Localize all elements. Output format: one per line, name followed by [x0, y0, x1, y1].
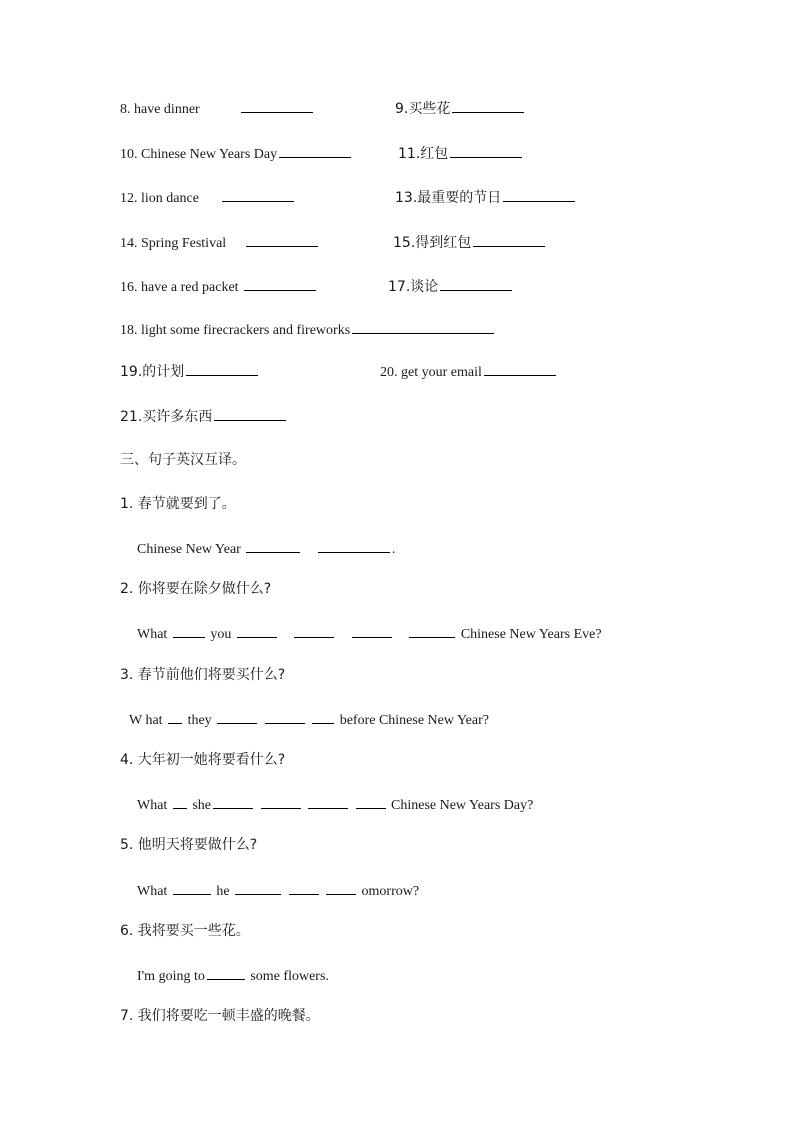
answer-blank[interactable] — [246, 538, 300, 553]
sentence-text: you — [210, 627, 232, 642]
answer-blank[interactable] — [503, 187, 575, 202]
vocab-text: 9.买些花 — [395, 101, 451, 117]
vocab-item-11 — [398, 143, 524, 163]
vocab-item-20 — [380, 361, 558, 382]
vocab-item-15 — [393, 232, 547, 252]
answer-blank[interactable] — [352, 623, 392, 638]
sentence-7-chinese: 7. 我们将要吃一顿丰盛的晚餐。 — [120, 1008, 320, 1024]
answer-blank[interactable] — [217, 709, 257, 724]
vocab-text: 13.最重要的节日 — [395, 190, 502, 206]
vocab-text: 10. Chinese New Years Day — [120, 147, 278, 162]
answer-blank[interactable] — [207, 965, 245, 980]
answer-blank[interactable] — [356, 794, 386, 809]
sentence-4-english — [137, 794, 533, 815]
answer-blank[interactable] — [168, 709, 182, 724]
vocab-item-10 — [120, 143, 353, 164]
sentence-2-chinese: 2. 你将要在除夕做什么? — [120, 581, 272, 597]
vocab-item-14 — [120, 232, 320, 253]
section-heading: 三、句子英汉互译。 — [120, 452, 246, 468]
vocab-text: 18. light some firecrackers and fireworks — [120, 323, 351, 338]
sentence-text: . — [391, 542, 396, 557]
sentence-4-chinese: 4. 大年初一她将要看什么? — [120, 752, 286, 768]
sentence-2-english — [137, 623, 602, 644]
vocab-item-17 — [388, 276, 514, 296]
answer-blank[interactable] — [450, 143, 522, 158]
answer-blank[interactable] — [452, 98, 524, 113]
answer-blank[interactable] — [173, 880, 211, 895]
answer-blank[interactable] — [440, 276, 512, 291]
answer-blank[interactable] — [484, 361, 556, 376]
answer-blank[interactable] — [294, 623, 334, 638]
answer-blank[interactable] — [244, 276, 316, 291]
answer-blank[interactable] — [308, 794, 348, 809]
answer-blank[interactable] — [409, 623, 455, 638]
sentence-6-chinese: 6. 我将要买一些花。 — [120, 923, 250, 939]
vocab-text: 19.的计划 — [120, 364, 185, 380]
vocab-text: 14. Spring Festival — [120, 236, 227, 251]
answer-blank[interactable] — [186, 361, 258, 376]
vocab-text: 21.买许多东西 — [120, 409, 213, 425]
answer-blank[interactable] — [214, 406, 286, 421]
answer-blank[interactable] — [173, 623, 205, 638]
sentence-text: they — [187, 713, 212, 728]
sentence-3-english — [129, 709, 489, 730]
sentence-text: omorrow? — [361, 884, 420, 899]
vocab-item-12 — [120, 187, 296, 208]
vocab-item-13 — [395, 187, 577, 207]
vocab-item-19 — [120, 361, 260, 381]
vocab-text: 17.谈论 — [388, 279, 439, 295]
answer-blank[interactable] — [318, 538, 390, 553]
sentence-1-english — [137, 538, 395, 559]
answer-blank[interactable] — [213, 794, 253, 809]
sentence-3-chinese: 3. 春节前他们将要买什么? — [120, 667, 286, 683]
answer-blank[interactable] — [326, 880, 356, 895]
sentence-1-chinese: 1. 春节就要到了。 — [120, 496, 236, 512]
sentence-text: W hat — [129, 713, 163, 728]
answer-blank[interactable] — [279, 143, 351, 158]
sentence-text: What — [137, 798, 168, 813]
sentence-text: some flowers. — [250, 969, 329, 984]
vocab-text: 8. have dinner — [120, 102, 200, 117]
sentence-text: What — [137, 627, 168, 642]
answer-blank[interactable] — [246, 232, 318, 247]
sentence-text: Chinese New Years Eve? — [460, 627, 602, 642]
answer-blank[interactable] — [222, 187, 294, 202]
sentence-text: before Chinese New Year? — [339, 713, 489, 728]
answer-blank[interactable] — [241, 98, 313, 113]
sentence-text: she — [192, 798, 211, 813]
sentence-6-english — [137, 965, 329, 986]
answer-blank[interactable] — [173, 794, 187, 809]
sentence-5-english — [137, 880, 419, 901]
vocab-text: 11.红包 — [398, 146, 449, 162]
vocab-item-16 — [120, 276, 318, 297]
vocab-item-18 — [120, 319, 496, 340]
answer-blank[interactable] — [261, 794, 301, 809]
sentence-5-chinese: 5. 他明天将要做什么? — [120, 837, 258, 853]
vocab-item-21 — [120, 406, 288, 426]
sentence-text: Chinese New Years Day? — [391, 798, 534, 813]
vocab-item-8 — [120, 98, 315, 119]
answer-blank[interactable] — [312, 709, 334, 724]
vocab-text: 15.得到红包 — [393, 235, 472, 251]
vocab-text: 20. get your email — [380, 365, 482, 380]
sentence-text: he — [216, 884, 230, 899]
answer-blank[interactable] — [265, 709, 305, 724]
answer-blank[interactable] — [289, 880, 319, 895]
sentence-text: Chinese New Year — [137, 542, 241, 557]
answer-blank[interactable] — [235, 880, 281, 895]
sentence-text: What — [137, 884, 168, 899]
answer-blank[interactable] — [237, 623, 277, 638]
answer-blank[interactable] — [352, 319, 494, 334]
sentence-text: I'm going to — [137, 969, 205, 984]
vocab-text: 12. lion dance — [120, 191, 199, 206]
answer-blank[interactable] — [473, 232, 545, 247]
vocab-item-9 — [395, 98, 526, 118]
vocab-text: 16. have a red packet — [120, 280, 239, 295]
